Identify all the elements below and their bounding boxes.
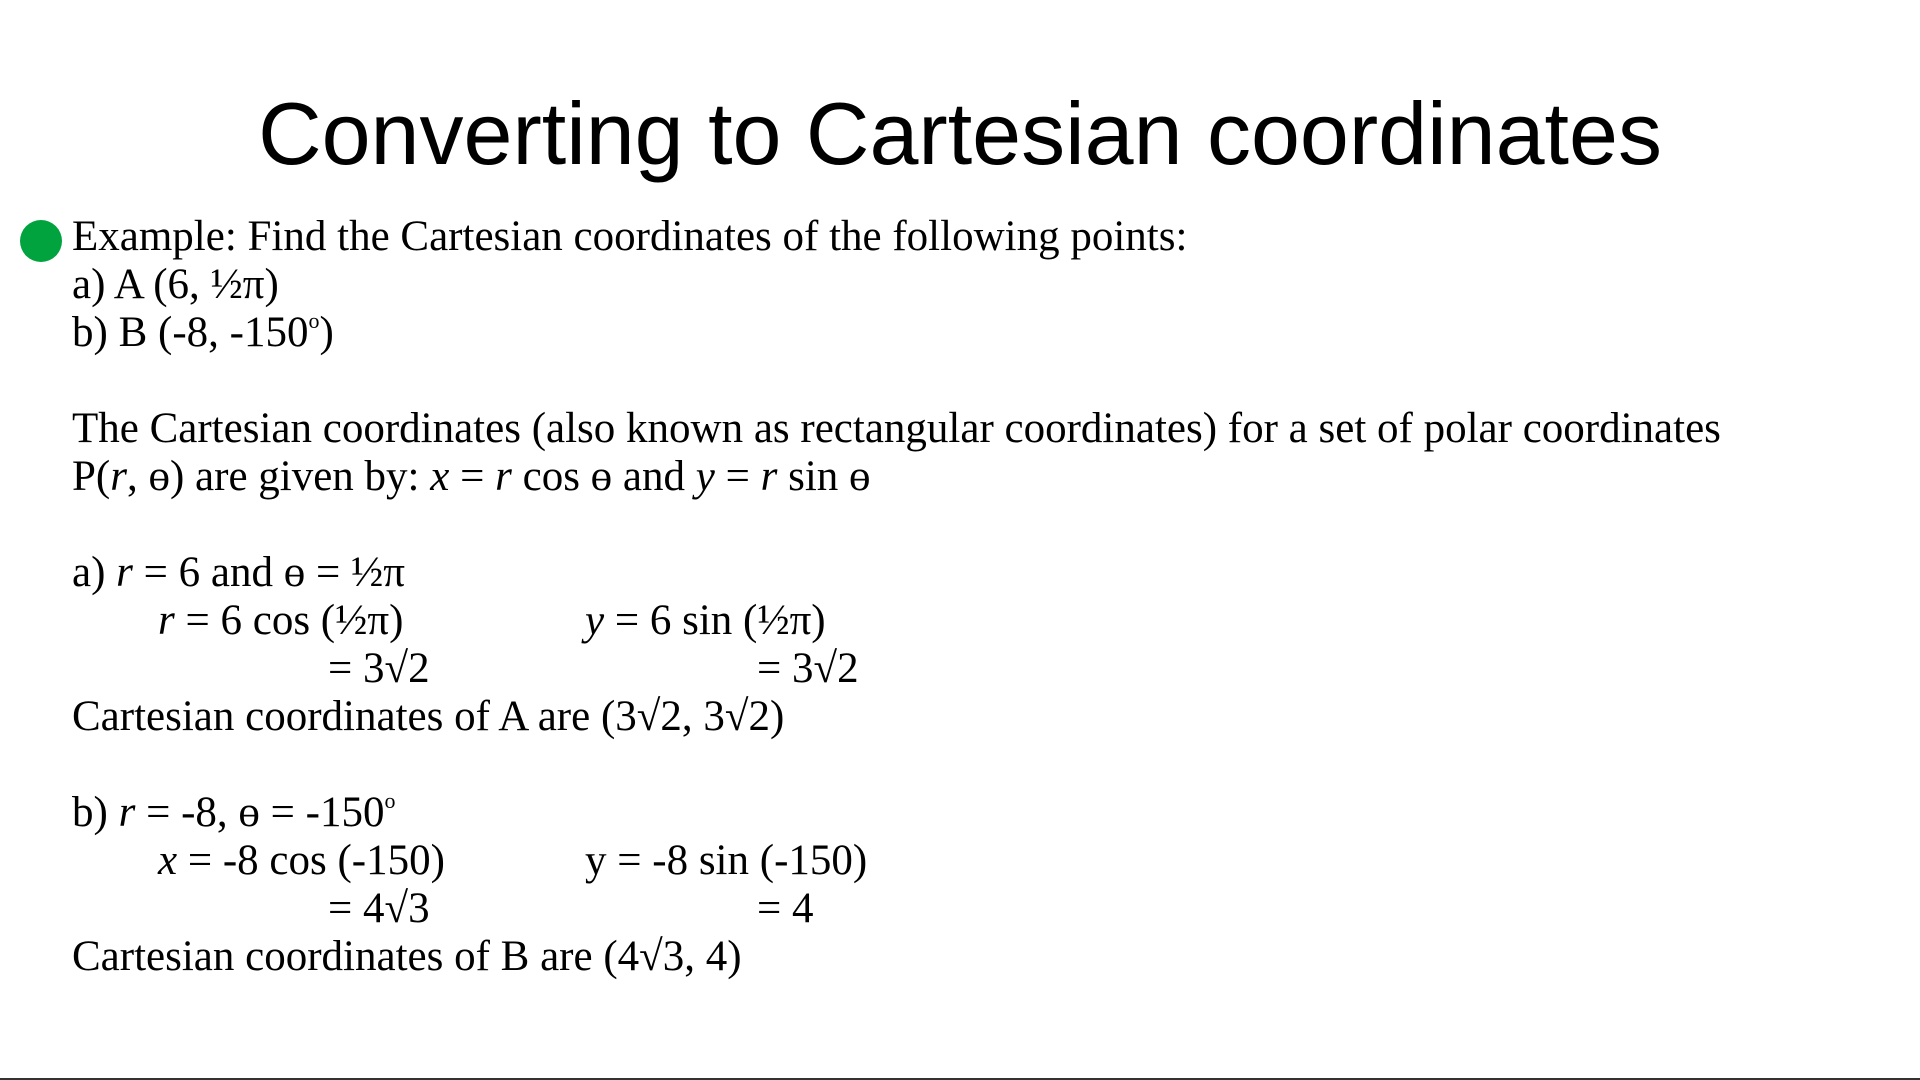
example-part-a: a) A (6, ½π) (72, 261, 279, 308)
formula-p-open: P( (72, 453, 111, 500)
degree-symbol: o (384, 788, 396, 813)
formula-line-1: The Cartesian coordinates (also known as rectangular coordinates) for a set of polar coordinates (72, 405, 1721, 452)
formula-eq-y: = (714, 453, 761, 500)
solution-b-x-rhs: = -8 cos (-150) (177, 837, 445, 884)
formula-eq-x: = (449, 453, 496, 500)
formula-line-2 (72, 453, 871, 501)
solution-b-y-expr: y = -8 sin (-150) (585, 837, 868, 884)
solution-a-x-rhs: = 6 cos (½π) (174, 597, 404, 644)
solution-b-prefix: b) (72, 789, 119, 836)
degree-symbol: o (308, 308, 320, 333)
solution-a-y-expr (585, 597, 826, 645)
formula-theta: , ɵ) are given by: (126, 453, 431, 500)
solution-a-x-var: r (158, 597, 175, 644)
example-part-b (72, 309, 334, 363)
formula-r: r (110, 453, 127, 500)
solution-b-x-expr (158, 837, 445, 885)
example-part-b-suffix: ) (319, 309, 334, 356)
solution-b-conclusion: Cartesian coordinates of B are (4√3, 4) (72, 933, 742, 980)
formula-cos: cos ɵ and (511, 453, 696, 500)
solution-a-y-var: y (585, 597, 605, 644)
solution-a-y-rhs: = 6 sin (½π) (604, 597, 826, 644)
solution-a-conclusion: Cartesian coordinates of A are (3√2, 3√2) (72, 693, 785, 740)
solution-b-r: r (118, 789, 136, 836)
bullet-icon (20, 220, 62, 262)
formula-x: x (430, 453, 450, 500)
formula-sin: sin ɵ (777, 453, 871, 500)
solution-a-prefix: a) (72, 549, 117, 596)
slide-title: Converting to Cartesian coordinates (258, 84, 1662, 183)
solution-b-x-result: = 4√3 (328, 885, 430, 932)
solution-b-rest: = -8, ɵ = -150 (135, 789, 385, 836)
solution-a-y-result: = 3√2 (757, 645, 859, 692)
solution-a-r: r (116, 549, 133, 596)
solution-a-header (72, 549, 405, 597)
formula-r-y: r (760, 453, 778, 500)
solution-b-x-var: x (158, 837, 178, 884)
solution-b-header (72, 789, 395, 843)
solution-a-rest: = 6 and ɵ = ½π (132, 549, 405, 596)
example-intro: Example: Find the Cartesian coordinates of the following points: (72, 213, 1188, 260)
solution-b-y-result: = 4 (757, 885, 814, 932)
solution-a-x-expr (158, 597, 403, 645)
example-part-b-prefix: b) B (-8, -150 (72, 309, 309, 356)
formula-y: y (695, 453, 715, 500)
formula-r-x: r (495, 453, 512, 500)
solution-a-x-result: = 3√2 (328, 645, 430, 692)
